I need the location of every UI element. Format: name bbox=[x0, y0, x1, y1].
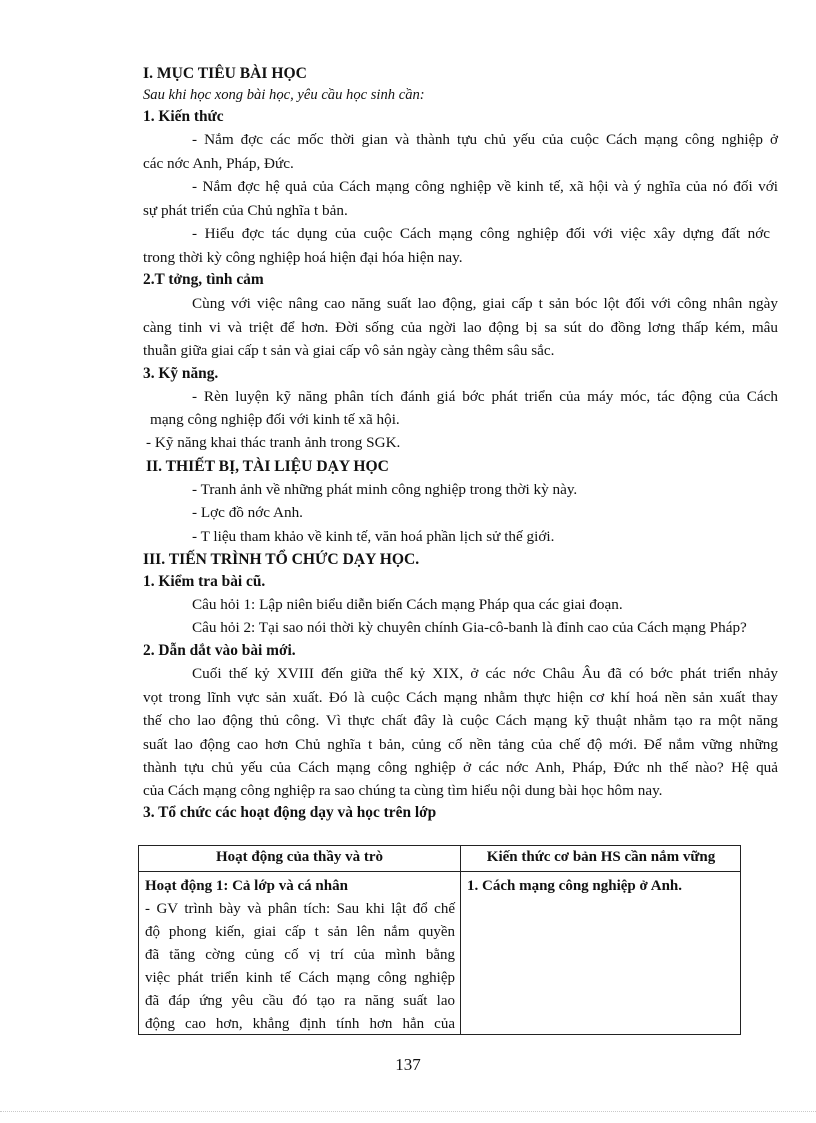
attitude-heading: 2.T tởng, tình cảm bbox=[143, 271, 264, 288]
table-header-row bbox=[139, 846, 740, 872]
lead-in-line: Cuối thế kỷ XVIII đến giữa thế kỷ XIX, ở các nớc Châu Âu đã có bớc phát triển nhảy bbox=[192, 665, 778, 682]
activity-line: - GV trình bày và phân tích: Sau khi lật đổ chế bbox=[145, 901, 455, 917]
equipment-line: - T liệu tham khảo về kinh tế, văn hoá phần lịch sử thế giới. bbox=[192, 528, 555, 545]
lead-in-line: thế cho lao động thủ công. Vì thực chất đây là cuộc Cách mạng kỹ thuật nhằm tạo ra một năng bbox=[143, 712, 778, 729]
check-question: Câu hỏi 2: Tại sao nói thời kỳ chuyên chính Gia-cô-banh là đỉnh cao của Cách mạng Pháp? bbox=[192, 619, 747, 636]
attitude-line: Cùng với việc nâng cao năng suất lao động, giai cấp t sản bóc lột đối với công nhân ngày bbox=[192, 295, 778, 312]
table-cell-activities bbox=[145, 875, 455, 1036]
page-number: 137 bbox=[395, 1055, 421, 1074]
section-3-heading: III. TIẾN TRÌNH TỔ CHỨC DẠY HỌC. bbox=[143, 551, 420, 568]
equipment-line: - Lợc đồ nớc Anh. bbox=[192, 504, 303, 521]
organize-heading: 3. Tổ chức các hoạt động dạy và học trên lớp bbox=[143, 804, 437, 821]
activity-line: đã đáp ứng yêu cầu đó tạo ra năng suất lao bbox=[145, 993, 455, 1009]
table-header-knowledge: Kiến thức cơ bản HS cần nắm vững bbox=[486, 849, 716, 865]
activity-line: đã tăng cờng củng cố vị trí của mình bằng bbox=[145, 947, 455, 963]
section-2-heading: II. THIẾT BỊ, TÀI LIỆU DẠY HỌC bbox=[146, 458, 389, 475]
activity-title: Hoạt động 1: Cả lớp và cá nhân bbox=[145, 878, 348, 894]
section-1-intro: Sau khi học xong bài học, yêu cầu học sinh cần: bbox=[143, 87, 425, 103]
check-heading: 1. Kiểm tra bài cũ. bbox=[143, 573, 266, 590]
knowledge-heading: 1. Kiến thức bbox=[143, 108, 224, 125]
table-header-activities: Hoạt động của thầy và trò bbox=[215, 849, 384, 865]
lead-in-heading: 2. Dẫn dắt vào bài mới. bbox=[143, 642, 296, 659]
lesson-table bbox=[138, 845, 741, 1035]
footer-dotted-rule bbox=[0, 1111, 816, 1112]
knowledge-line: - Nắm đợc các mốc thời gian và thành tựu chủ yếu của cuộc Cách mạng công nghiệp ở bbox=[192, 131, 778, 148]
knowledge-line: - Nắm đợc hệ quả của Cách mạng công nghiệp về kinh tế, xã hội và ý nghĩa của nó đối với bbox=[192, 178, 778, 195]
lead-in-line: vọt trong lĩnh vực sản xuất. Đó là cuộc Cách mạng nhằm thực hiện cơ khí hoá nền sản xuất thay bbox=[143, 689, 778, 706]
skills-line: mạng công nghiệp đối với kinh tế xã hội. bbox=[150, 411, 400, 428]
activity-line: độ phong kiến, giai cấp t sản lên nắm quyền bbox=[145, 924, 455, 940]
equipment-line: - Tranh ảnh về những phát minh công nghiệp trong thời kỳ này. bbox=[192, 481, 578, 498]
activity-line: việc phát triển kinh tế Cách mạng công nghiệp bbox=[145, 970, 455, 986]
knowledge-line: trong thời kỳ công nghiệp hoá hiện đại hóa hiện nay. bbox=[143, 249, 463, 266]
skills-line: - Kỹ năng khai thác tranh ảnh trong SGK. bbox=[146, 434, 401, 451]
table-column-divider bbox=[460, 846, 461, 1034]
knowledge-line: sự phát triển của Chủ nghĩa t bản. bbox=[143, 202, 348, 219]
skills-heading: 3. Kỹ năng. bbox=[143, 365, 219, 382]
check-question: Câu hỏi 1: Lập niên biểu diễn biến Cách mạng Pháp qua các giai đoạn. bbox=[192, 596, 623, 613]
table-cell-knowledge bbox=[467, 875, 737, 898]
lead-in-line: thành tựu chủ yếu của Cách mạng công nghiệp ở các nớc Anh, Pháp, Đức nh thế nào? Hệ quả bbox=[143, 759, 778, 776]
lead-in-line: suất lao động cao hơn Chủ nghĩa t bản, củng cố nền tảng của chế độ mới. Để nắm vững những bbox=[143, 736, 778, 753]
attitude-line: càng tinh vi và triệt để hơn. Đời sống của ngời lao động bị sa sút do đồng lơng thấp kém, mâu bbox=[143, 319, 778, 336]
knowledge-line: - Hiểu đợc tác dụng của cuộc Cách mạng công nghiệp đối với việc xây dựng đất nớc bbox=[192, 225, 770, 242]
skills-line: - Rèn luyện kỹ năng phân tích đánh giá bớc phát triển của máy móc, tác động của Cách bbox=[192, 388, 778, 405]
knowledge-line: các nớc Anh, Pháp, Đức. bbox=[143, 155, 294, 172]
knowledge-title: 1. Cách mạng công nghiệp ở Anh. bbox=[467, 878, 683, 894]
section-1-heading: I. MỤC TIÊU BÀI HỌC bbox=[143, 65, 307, 82]
attitude-line: thuẫn giữa giai cấp t sản và giai cấp vô sản ngày càng thêm sâu sắc. bbox=[143, 342, 555, 359]
activity-line: động cao hơn, khẳng định tính hơn hẳn của bbox=[145, 1016, 455, 1032]
lead-in-line: của Cách mạng công nghiệp ra sao chúng ta cùng tìm hiểu nội dung bài học hôm nay. bbox=[143, 782, 663, 799]
